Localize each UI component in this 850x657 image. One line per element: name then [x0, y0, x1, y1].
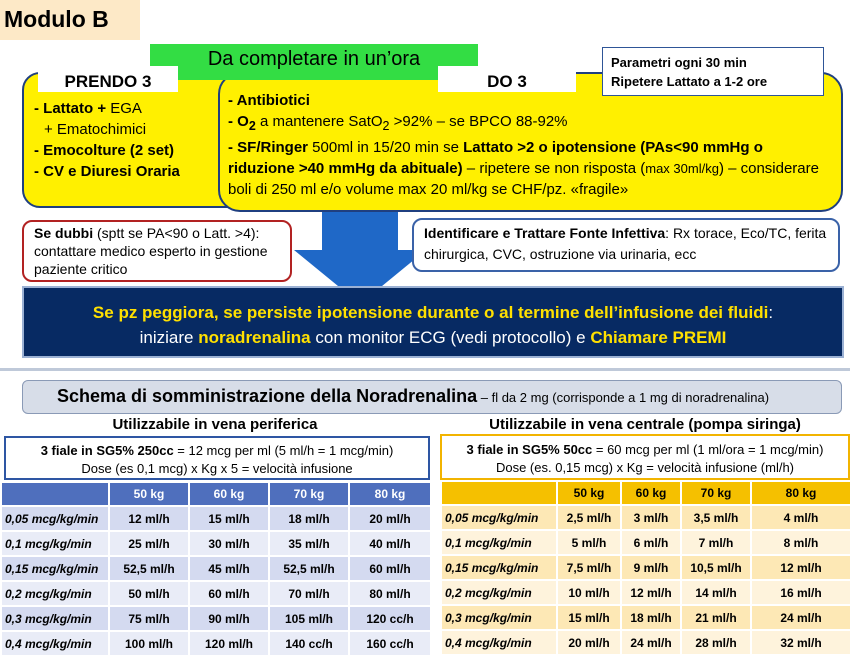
item-text: >92% – se BPCO 88-92% [389, 113, 568, 130]
header-cell [441, 481, 557, 505]
infection-bold: Identificare e Trattare Fonte Infettiva [424, 225, 666, 241]
rate-cell: 120 ml/h [189, 631, 269, 656]
rate-cell: 40 ml/h [349, 531, 431, 556]
table-row [441, 530, 850, 555]
central-table [440, 480, 850, 656]
rate-cell: 32 ml/h [751, 630, 850, 655]
header-cell: 80 kg [751, 481, 850, 505]
item-text: max 30ml/kg [645, 161, 719, 176]
alert-call: Chiamare PREMI [590, 328, 727, 347]
alert-line-1 [24, 300, 842, 325]
alert-colon: : [768, 303, 774, 322]
header-cell: 80 kg [349, 482, 431, 506]
subscript: 2 [382, 119, 390, 133]
alert-box [22, 286, 844, 358]
rate-cell: 10 ml/h [557, 580, 621, 605]
table-header [441, 481, 850, 505]
dose-cell: 0,15 mcg/kg/min [1, 556, 109, 581]
rate-cell: 8 ml/h [751, 530, 850, 555]
table-row [1, 606, 431, 631]
rate-cell: 15 ml/h [557, 605, 621, 630]
schema-note: – fl da 2 mg (corrisponde a 1 mg di noradrenalina) [477, 390, 770, 405]
formula-line [6, 442, 428, 460]
item-text: ) – considerare boli di 250 ml e/o volume max 20 ml/kg se CHF/pz. «fragile» [228, 160, 819, 198]
doubt-bold: Se dubbi [34, 225, 94, 241]
rate-cell: 10,5 ml/h [681, 555, 751, 580]
table-row [1, 631, 431, 656]
list-item: - CV e Diuresi Oraria [34, 163, 180, 180]
rate-cell: 15 ml/h [189, 506, 269, 531]
table-row [441, 505, 850, 530]
list-item: - Emocolture (2 set) [34, 142, 175, 159]
header-cell: 50 kg [557, 481, 621, 505]
schema-header [22, 380, 842, 414]
list-item [228, 137, 833, 200]
dose-cell: 0,3 mcg/kg/min [1, 606, 109, 631]
header-cell: 60 kg [189, 482, 269, 506]
table-row [441, 630, 850, 655]
peripheral-formula [4, 436, 430, 480]
rate-cell: 18 ml/h [269, 506, 349, 531]
rate-cell: 12 ml/h [109, 506, 189, 531]
rate-cell: 60 ml/h [189, 581, 269, 606]
rate-cell: 24 ml/h [751, 605, 850, 630]
dose-cell: 0,05 mcg/kg/min [1, 506, 109, 531]
alert-text: con monitor ECG (vedi protocollo) e [310, 328, 591, 347]
infection-text: : Rx torace, Eco/TC, ferita chirurgica, CVC, ostruzione via urinaria, ecc [424, 225, 827, 262]
rate-cell: 20 ml/h [557, 630, 621, 655]
param-line-2: Ripetere Lattato a 1-2 ore [611, 74, 768, 89]
list-item: + Ematochimici [44, 121, 147, 138]
rate-cell: 90 ml/h [189, 606, 269, 631]
rate-cell: 120 cc/h [349, 606, 431, 631]
rate-cell: 70 ml/h [269, 581, 349, 606]
rate-cell: 160 cc/h [349, 631, 431, 656]
header-cell [1, 482, 109, 506]
peripheral-heading: Utilizzabile in vena periferica [112, 416, 318, 433]
table-row [1, 556, 431, 581]
table-row [441, 555, 850, 580]
prendo-list [34, 98, 234, 182]
peripheral-table [0, 481, 432, 657]
doubt-box [22, 220, 292, 282]
table-row [1, 531, 431, 556]
rate-cell: 7,5 ml/h [557, 555, 621, 580]
central-heading: Utilizzabile in vena centrale (pompa siringa) [489, 416, 801, 433]
rate-cell: 30 ml/h [189, 531, 269, 556]
rate-cell: 80 ml/h [349, 581, 431, 606]
table-row [1, 581, 431, 606]
rate-cell: 105 ml/h [269, 606, 349, 631]
header-cell: 70 kg [269, 482, 349, 506]
rate-cell: 14 ml/h [681, 580, 751, 605]
parameters-box [602, 47, 824, 96]
formula-bold: 3 fiale in SG5% 250cc [40, 443, 174, 458]
rate-cell: 12 ml/h [621, 580, 681, 605]
item-bold: Lattato >2 o ipotensione (PAs<90 mmHg o riduzione >40 mmHg da abituale) [228, 139, 763, 177]
alert-drug: noradrenalina [198, 328, 311, 347]
rate-cell: 5 ml/h [557, 530, 621, 555]
rate-cell: 9 ml/h [621, 555, 681, 580]
dose-cell: 0,2 mcg/kg/min [441, 580, 557, 605]
do3-list [228, 90, 833, 200]
central-formula [440, 434, 850, 480]
formula-text: = 60 mcg per ml (1 ml/ora = 1 mcg/min) [592, 442, 824, 457]
param-line-1: Parametri ogni 30 min [611, 55, 747, 70]
dose-cell: 0,4 mcg/kg/min [1, 631, 109, 656]
rate-cell: 3 ml/h [621, 505, 681, 530]
rate-cell: 21 ml/h [681, 605, 751, 630]
table-row [441, 605, 850, 630]
rate-cell: 28 ml/h [681, 630, 751, 655]
rate-cell: 4 ml/h [751, 505, 850, 530]
rate-cell: 24 ml/h [621, 630, 681, 655]
rate-cell: 60 ml/h [349, 556, 431, 581]
item-bold: - Lattato + [34, 100, 107, 117]
rate-cell: 3,5 ml/h [681, 505, 751, 530]
do3-tab: DO 3 [438, 66, 576, 92]
table-row [1, 506, 431, 531]
dose-cell: 0,1 mcg/kg/min [441, 530, 557, 555]
rate-cell: 140 cc/h [269, 631, 349, 656]
rate-cell: 45 ml/h [189, 556, 269, 581]
item-bold: - O [228, 113, 249, 130]
rate-cell: 20 ml/h [349, 506, 431, 531]
rate-cell: 35 ml/h [269, 531, 349, 556]
header-cell: 70 kg [681, 481, 751, 505]
header-cell: 60 kg [621, 481, 681, 505]
item-text: EGA [106, 100, 142, 117]
dose-cell: 0,05 mcg/kg/min [441, 505, 557, 530]
formula-text: = 12 mcg per ml (5 ml/h = 1 mcg/min) [173, 443, 394, 458]
formula-line: Dose (es 0,1 mcg) x Kg x 5 = velocità infusione [81, 461, 353, 476]
formula-bold: 3 fiale in SG5% 50cc [466, 442, 593, 457]
arrow-down-icon [322, 212, 398, 252]
dose-cell: 0,15 mcg/kg/min [441, 555, 557, 580]
rate-cell: 52,5 ml/h [109, 556, 189, 581]
alert-text: iniziare [139, 328, 199, 347]
item-bold: - SF/Ringer [228, 139, 309, 156]
divider [0, 368, 850, 371]
formula-line [442, 441, 848, 459]
item-text: – ripetere se non risposta ( [462, 160, 646, 177]
prendo-tab: PRENDO 3 [38, 66, 178, 92]
page-title: Modulo B [0, 0, 140, 40]
rate-cell: 25 ml/h [109, 531, 189, 556]
list-item [228, 111, 833, 137]
rate-cell: 100 ml/h [109, 631, 189, 656]
formula-line: Dose (es. 0,15 mcg) x Kg = velocità infusione (ml/h) [495, 460, 795, 475]
item-text: 500ml in 15/20 min se [308, 139, 464, 156]
item-text: a mantenere SatO [255, 113, 383, 130]
header-cell: 50 kg [109, 482, 189, 506]
dose-cell: 0,3 mcg/kg/min [441, 605, 557, 630]
rate-cell: 52,5 ml/h [269, 556, 349, 581]
rate-cell: 50 ml/h [109, 581, 189, 606]
schema-title: Schema di somministrazione della Noradrenalina [57, 386, 478, 406]
list-item [34, 98, 234, 119]
dose-cell: 0,1 mcg/kg/min [1, 531, 109, 556]
rate-cell: 2,5 ml/h [557, 505, 621, 530]
rate-cell: 7 ml/h [681, 530, 751, 555]
alert-line-2 [24, 325, 842, 350]
rate-cell: 12 ml/h [751, 555, 850, 580]
time-banner: Da completare in un’ora [150, 44, 478, 80]
infection-source-box [412, 218, 840, 272]
rate-cell: 75 ml/h [109, 606, 189, 631]
table-header [1, 482, 431, 506]
alert-bold: Se pz peggiora, se persiste ipotensione durante o al termine dell’infusione dei fluidi [92, 303, 769, 322]
subscript: 2 [248, 119, 256, 133]
dose-cell: 0,4 mcg/kg/min [441, 630, 557, 655]
table-row [441, 580, 850, 605]
rate-cell: 18 ml/h [621, 605, 681, 630]
rate-cell: 6 ml/h [621, 530, 681, 555]
list-item: - Antibiotici [228, 92, 310, 109]
rate-cell: 16 ml/h [751, 580, 850, 605]
doubt-text: (sptt se PA<90 o Latt. >4): contattare medico esperto in gestione paziente critico [34, 225, 268, 277]
dose-cell: 0,2 mcg/kg/min [1, 581, 109, 606]
